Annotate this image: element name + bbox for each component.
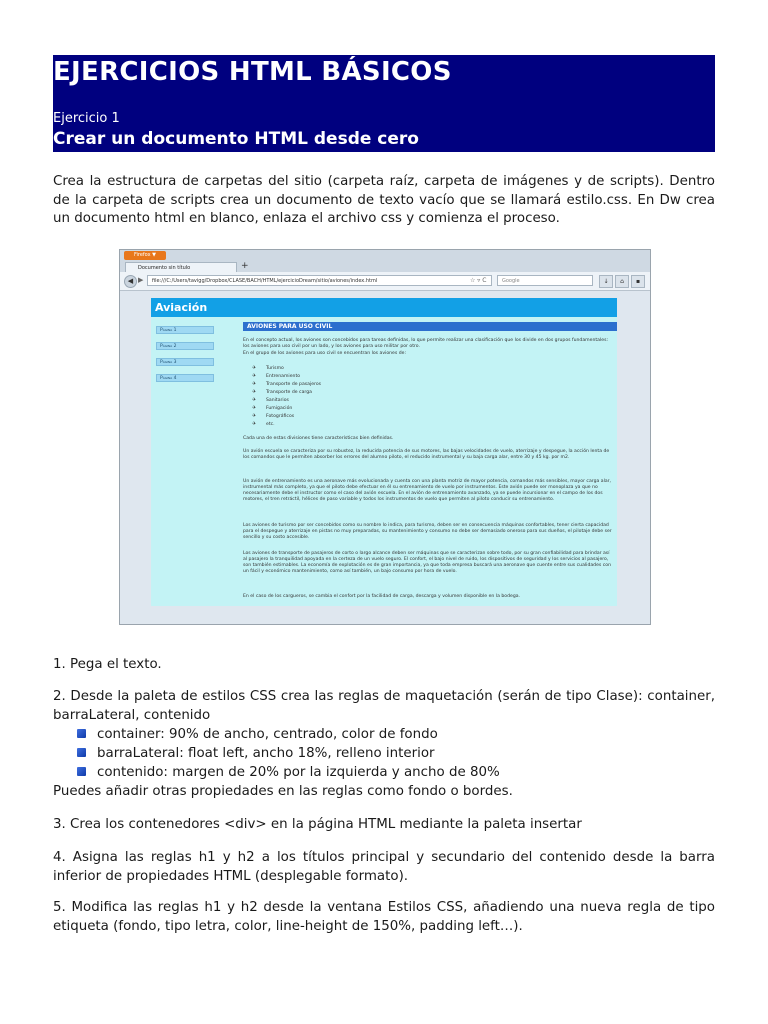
airplane-icon: ✈ xyxy=(252,381,257,387)
exercise-label: Ejercicio 1 xyxy=(53,111,120,126)
browser-tab: Documento sin título xyxy=(125,262,237,272)
bookmark-star-icon: ☆ ▿ C xyxy=(470,277,487,284)
downloads-icon: ↓ xyxy=(599,275,613,288)
site-paragraph: En el caso de los cargueros, se cambia el confort por la facilidad de carga, descarga y volumen disponible en la bodega. xyxy=(243,594,521,599)
site-paragraph: Los aviones de transporte de pasajeros de corto o largo alcance deben ser máquinas que se caracterizan sobre todo, por su gran confiabilidad para brindar así al pasajero la tranquilidad apoyada en la certeza de un vuelo seguro. El confort, el bajo nivel de ruido, los dispositivos de seguridad y los servicios al pasajero, son también estimables. La economía de explotación es de gran importancia, ya que toda empresa buscará una aeronave que cuente entre sus cualidades con un fácil y económico mantenimiento, como así también, un bajo consumo por hora de vuelo. xyxy=(243,551,612,574)
browser-screenshot xyxy=(119,249,651,625)
site-paragraph: Un avión escuela se caracteriza por su robustez, la reducida potencia de sus motores, las bajas velocidades de vuelo, aterrizaje y despegue, la acción lenta de los comandos que le permiten absorber los errores del alumno piloto, el reducido instrumental y su baja carga alar, entre 30 y 45 kg. por m2. xyxy=(243,449,610,460)
browser-tabbar xyxy=(120,250,650,272)
home-icon: ⌂ xyxy=(615,275,629,288)
list-item: ✈ Transporte de pasajeros xyxy=(252,381,322,387)
airplane-icon: ✈ xyxy=(252,421,257,427)
step-2: 2. Desde la paleta de estilos CSS crea las reglas de maquetación (serán de tipo Clase): container, barraLateral, contenido xyxy=(53,689,715,723)
step-1: 1. Pega el texto. xyxy=(53,657,162,672)
list-item: ✈ Fumigación xyxy=(252,405,293,411)
site-paragraph: Cada una de estas divisiones tiene características bien definidas. xyxy=(243,436,394,441)
firefox-menu-button: Firefox ▼ xyxy=(124,251,166,260)
site-title: Aviación xyxy=(151,298,617,317)
bullet-item: contenido: margen de 20% por la izquierda y ancho de 80% xyxy=(77,764,500,783)
sidebar-item-page-1: Página 1 xyxy=(156,326,214,334)
address-bar: file:///C:/Users/tavigg/Dropbox/CLASE/BACH/HTML/ejercicioDream/sitio/aviones/index.html xyxy=(147,275,492,286)
list-item: ✈ etc. xyxy=(252,421,275,427)
sample-site xyxy=(151,298,617,606)
site-paragraph: Los aviones de turismo por ser concebidos como su nombre lo indica, para turismo, deben ser en consecuencia máquinas confortables, tener cierta capacidad para el despegue y aterrizaje en pistas no muy preparadas, su mantenimiento y consumo no debe ser demasiado oneroso para sus dueños, el pilotaje debe ser sencillo y su costo accesible. xyxy=(243,523,612,540)
browser-navbar xyxy=(120,272,650,291)
intro-paragraph: Crea la estructura de carpetas del sitio (carpeta raíz, carpeta de imágenes y de scripts). Dentro de la carpeta de scripts crea un documento de texto vacío que se llamará estilo.css. En Dw crea un documento html en blanco, enlaza el archivo css y comienza el proceso. xyxy=(53,174,715,226)
airplane-icon: ✈ xyxy=(252,389,257,395)
airplane-icon: ✈ xyxy=(252,373,257,379)
site-paragraph: En el concepto actual, los aviones son concebidos para tareas definidas, lo que permite realizar una clasificación que los divide en dos grupos fundamentales: los aviones para uso civil por un lado, y los aviones para uso militar por otro. xyxy=(243,338,609,349)
back-arrow-icon: ◀ xyxy=(124,275,137,288)
sidebar-item-page-2: Página 2 xyxy=(156,342,214,350)
new-tab-icon: + xyxy=(241,261,249,271)
document-title: EJERCICIOS HTML BÁSICOS xyxy=(53,57,452,87)
sidebar-item-page-4: Página 4 xyxy=(156,374,214,382)
forward-arrow-icon: ▶ xyxy=(138,276,144,284)
list-item: ✈ Sanitarios xyxy=(252,397,289,403)
step-4: 4. Asigna las reglas h1 y h2 a los títulos principal y secundario del contenido desde la barra inferior de propiedades HTML (desplegable formato). xyxy=(53,850,715,884)
list-item: ✈ Transporte de carga xyxy=(252,389,312,395)
airplane-icon: ✈ xyxy=(252,405,257,411)
bullet-square-icon xyxy=(77,767,86,776)
list-item: ✈ Turismo xyxy=(252,365,284,371)
content-title: AVIONES PARA USO CIVIL xyxy=(243,322,617,331)
airplane-icon: ✈ xyxy=(252,365,257,371)
feedback-icon: ▪ xyxy=(631,275,645,288)
site-paragraph: En el grupo de los aviones para uso civil se encuentran los aviones de: xyxy=(243,351,407,356)
bullet-square-icon xyxy=(77,748,86,757)
airplane-icon: ✈ xyxy=(252,413,257,419)
step-2-note: Puedes añadir otras propiedades en las reglas como fondo o bordes. xyxy=(53,784,513,799)
bullet-item: container: 90% de ancho, centrado, color de fondo xyxy=(77,726,438,745)
list-item: ✈ Fotográficos xyxy=(252,413,295,419)
document-header xyxy=(53,55,715,152)
step-3: 3. Crea los contenedores <div> en la página HTML mediante la paleta insertar xyxy=(53,817,582,832)
step-5: 5. Modifica las reglas h1 y h2 desde la ventana Estilos CSS, añadiendo una nueva regla de tipo etiqueta (fondo, tipo letra, color, line-height de 150%, padding left…). xyxy=(53,900,715,934)
airplane-icon: ✈ xyxy=(252,397,257,403)
bullet-square-icon xyxy=(77,729,86,738)
list-item: ✈ Entrenamiento xyxy=(252,373,301,379)
search-box: Google xyxy=(497,275,593,286)
bullet-item: barraLateral: float left, ancho 18%, relleno interior xyxy=(77,745,435,764)
site-paragraph: Un avión de entrenamiento es una aeronave más evolucionada y cuenta con una planta motriz de mayor potencia, comandos más sensibles, mayor carga alar, instrumental más completo, ya que el piloto debe efectuar en él su entrenamiento de vuelo por instrumentos. Este avión puede ser monoplaza ya que no necesariamente debe el instructor como el caso del avión escuela. En el avión de entrenamiento avanzado, ya se puede incursionar en el campo de los dos motores, el tren retráctil, hélices de paso variable y todos los instrumentos de vuelo que permiten al piloto conducir su entrenamiento. xyxy=(243,479,612,502)
sidebar-item-page-3: Página 3 xyxy=(156,358,214,366)
exercise-subtitle: Crear un documento HTML desde cero xyxy=(53,129,419,149)
